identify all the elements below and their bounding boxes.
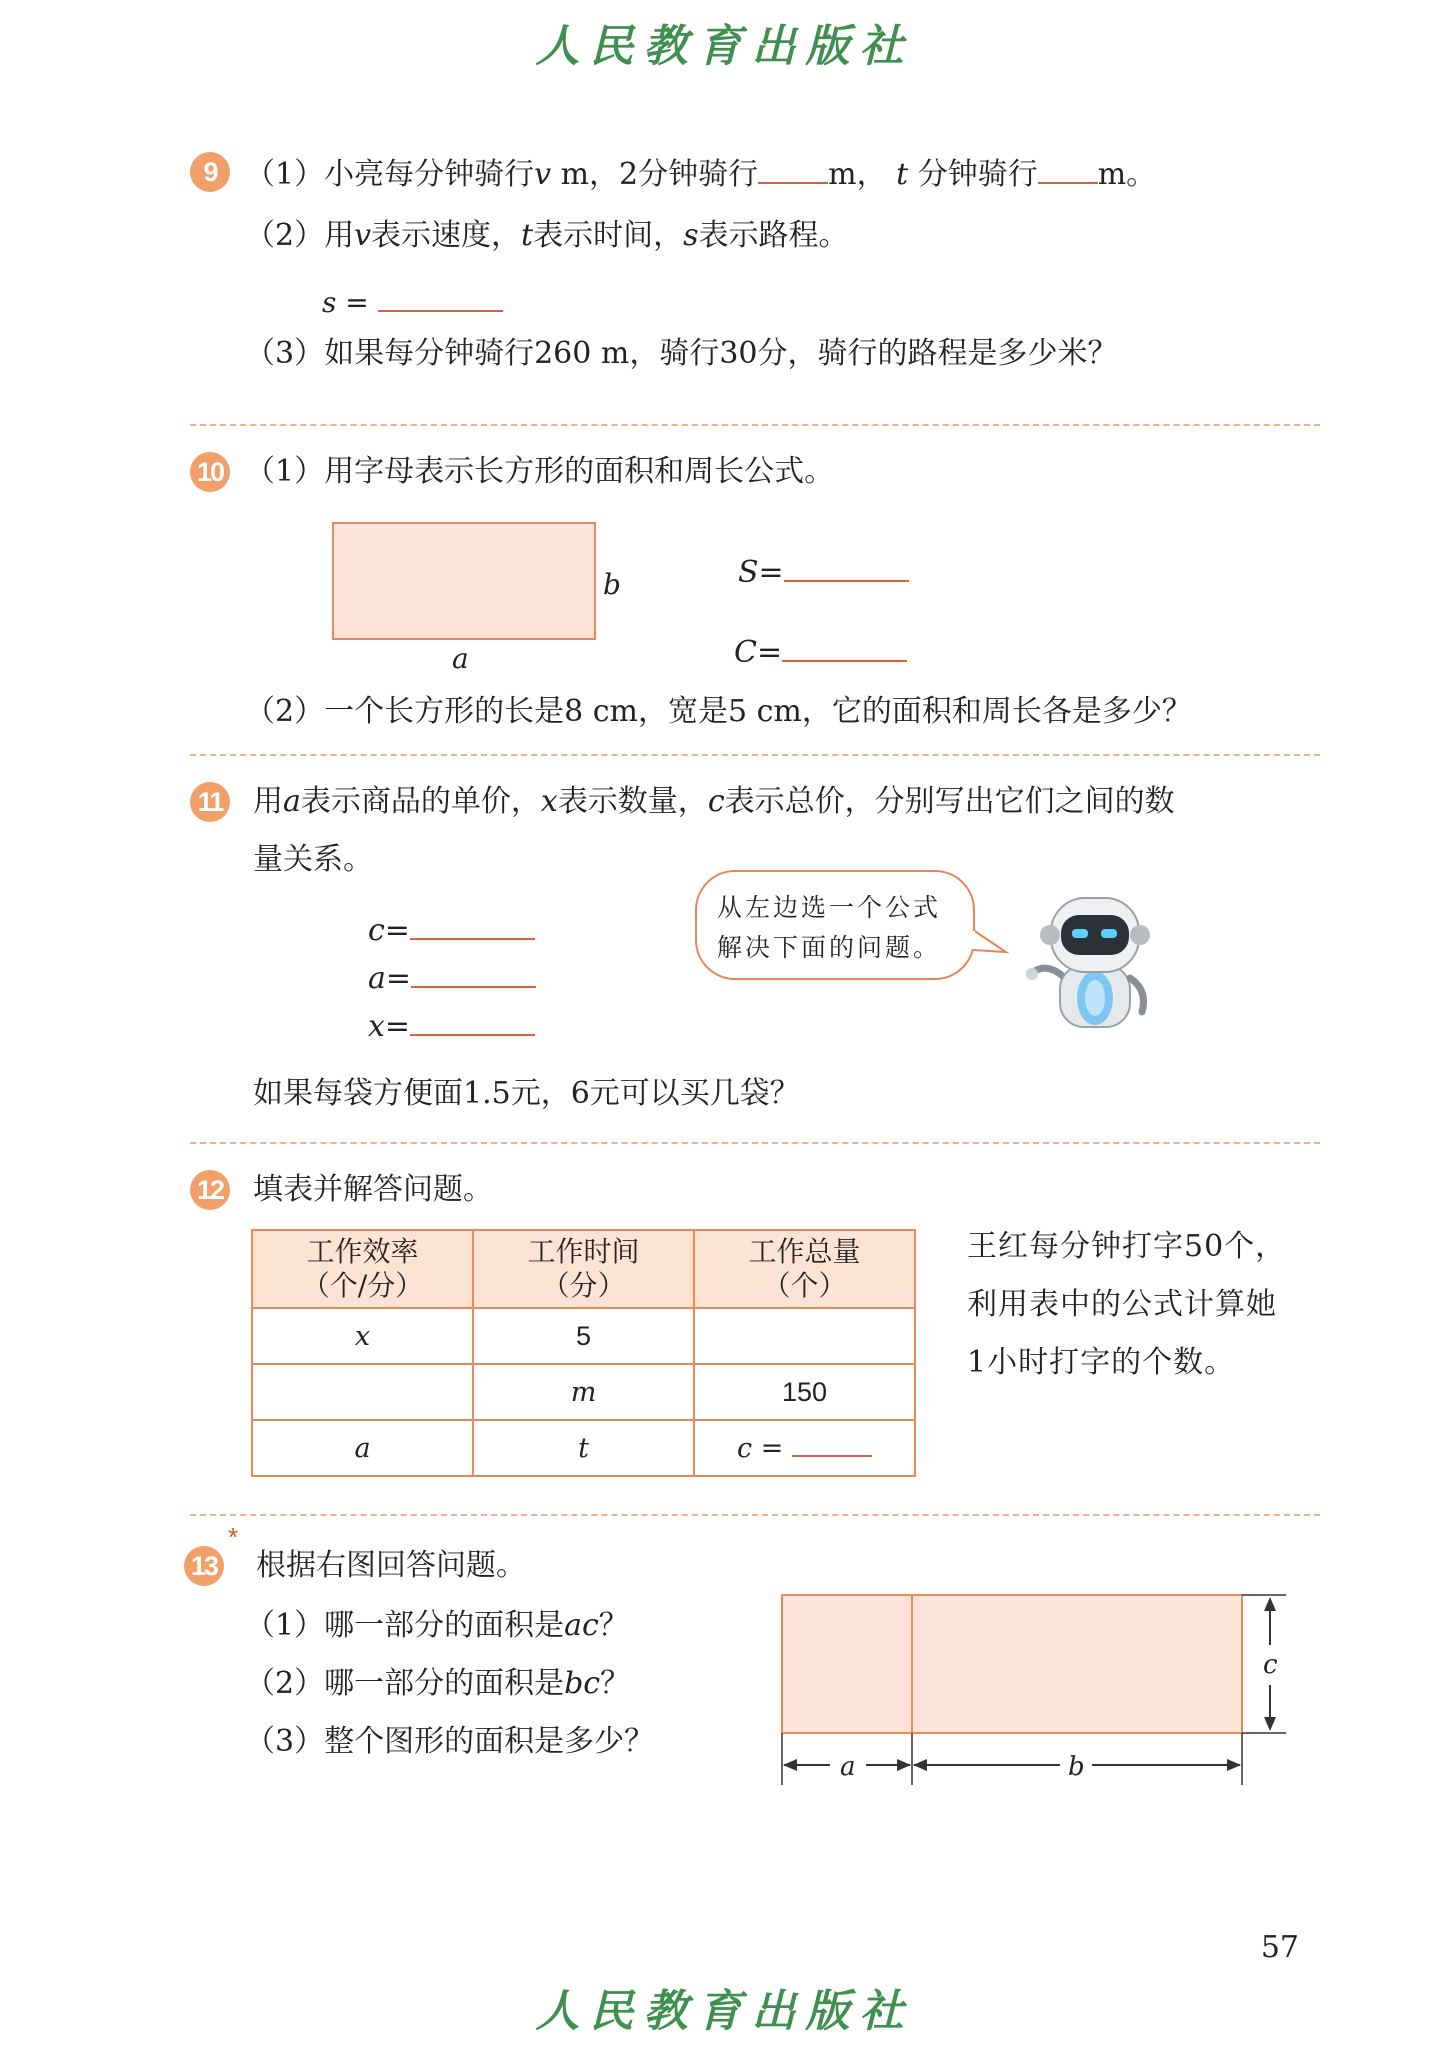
q10-part2: （2）一个长方形的长是8 cm，宽是5 cm，它的面积和周长各是多少？ xyxy=(245,694,1192,729)
divider xyxy=(190,424,1320,426)
q9-blank-1[interactable] xyxy=(758,152,828,184)
q13-rect-ac xyxy=(782,1595,912,1733)
q13-label-c: c xyxy=(1263,1650,1278,1680)
bubble-line-2: 解决下面的问题。 xyxy=(717,933,942,962)
question-12-badge: 12 xyxy=(190,1170,230,1210)
q13-label-a: a xyxy=(840,1752,856,1782)
q13-rect-bc xyxy=(912,1595,1242,1733)
table-cell: m xyxy=(473,1364,694,1420)
work-table xyxy=(251,1229,916,1477)
table-cell: 5 xyxy=(473,1308,694,1364)
table-header-row xyxy=(252,1230,915,1308)
q10-perimeter-formula: C= xyxy=(734,630,907,670)
q10-part1: （1）用字母表示长方形的面积和周长公式。 xyxy=(245,454,835,489)
q9-part3: （3）如果每分钟骑行260 m，骑行30分，骑行的路程是多少米？ xyxy=(245,336,1118,371)
q11-line1: 用a表示商品的单价，x表示数量，c表示总价，分别写出它们之间的数 xyxy=(253,784,1175,819)
q11-line2: 量关系。 xyxy=(253,842,373,877)
q11-blank-c[interactable] xyxy=(410,908,535,940)
optional-star-icon: * xyxy=(228,1522,239,1552)
bubble-line-1: 从左边选一个公式 xyxy=(717,893,942,922)
question-13-badge: 13 xyxy=(184,1546,224,1586)
robot-speech-bubble xyxy=(695,870,975,980)
question-9-badge: 9 xyxy=(190,152,230,192)
q13-composite-rectangle xyxy=(770,1585,1300,1785)
q12-title: 填表并解答问题。 xyxy=(253,1172,493,1207)
table-header-cell: 工作总量 （个） xyxy=(694,1230,915,1308)
question-11-badge: 11 xyxy=(190,782,230,822)
q11-formula-x: x= xyxy=(368,1004,535,1044)
table-row xyxy=(252,1364,915,1420)
table-cell: x xyxy=(252,1308,473,1364)
q10-perimeter-blank[interactable] xyxy=(782,630,907,662)
q10-label-a: a xyxy=(452,642,469,675)
divider xyxy=(190,754,1320,756)
q11-blank-x[interactable] xyxy=(410,1004,535,1036)
table-cell-blank[interactable] xyxy=(694,1308,915,1364)
q13-part3: （3）整个图形的面积是多少？ xyxy=(245,1724,655,1759)
q9-s-formula: s = xyxy=(322,280,503,319)
header-publisher-logo: 人民教育出版社 xyxy=(535,21,914,72)
footer-publisher-logo: 人民教育出版社 xyxy=(535,1986,914,2037)
table-cell-blank[interactable] xyxy=(252,1364,473,1420)
q10-rectangle xyxy=(332,522,596,640)
table-cell: a xyxy=(252,1420,473,1476)
q11-blank-a[interactable] xyxy=(411,956,536,988)
q12-side-line3: 1小时打字的个数。 xyxy=(967,1345,1236,1380)
table-header-cell: 工作效率 （个/分） xyxy=(252,1230,473,1308)
robot-icon xyxy=(1020,890,1160,1030)
q9-part1: （1）小亮每分钟骑行v m，2分钟骑行 m， t 分钟骑行 m。 xyxy=(245,152,1156,195)
q9-part2: （2）用v表示速度，t表示时间，s表示路程。 xyxy=(245,218,849,253)
q10-label-b: b xyxy=(603,568,621,601)
q11-formula-c: c= xyxy=(368,908,535,948)
q13-part2: （2）哪一部分的面积是bc？ xyxy=(245,1666,631,1701)
q10-area-formula: S= xyxy=(738,550,909,590)
q12-side-line2: 利用表中的公式计算她 xyxy=(967,1287,1277,1322)
divider xyxy=(190,1514,1320,1516)
q12-side-line1: 王红每分钟打字50个， xyxy=(967,1229,1287,1264)
table-cell: c = xyxy=(694,1420,915,1476)
table-row xyxy=(252,1308,915,1364)
divider xyxy=(190,1142,1320,1144)
page-number: 57 xyxy=(1260,1930,1299,1965)
table-header-cell: 工作时间 （分） xyxy=(473,1230,694,1308)
q11-question: 如果每袋方便面1.5元，6元可以买几袋？ xyxy=(253,1076,800,1111)
q9-s-blank[interactable] xyxy=(378,280,503,312)
table-cell: t xyxy=(473,1420,694,1476)
q13-title: 根据右图回答问题。 xyxy=(256,1548,526,1583)
q13-part1: （1）哪一部分的面积是ac？ xyxy=(245,1608,629,1643)
q9-blank-2[interactable] xyxy=(1038,152,1098,184)
q10-area-blank[interactable] xyxy=(784,550,909,582)
question-10-badge: 10 xyxy=(190,452,230,492)
q13-label-b: b xyxy=(1068,1752,1085,1782)
table-cell: 150 xyxy=(694,1364,915,1420)
table-c-blank[interactable] xyxy=(792,1433,872,1457)
speech-bubble-tail xyxy=(970,922,1010,962)
q11-formula-a: a= xyxy=(368,956,536,996)
table-row xyxy=(252,1420,915,1476)
